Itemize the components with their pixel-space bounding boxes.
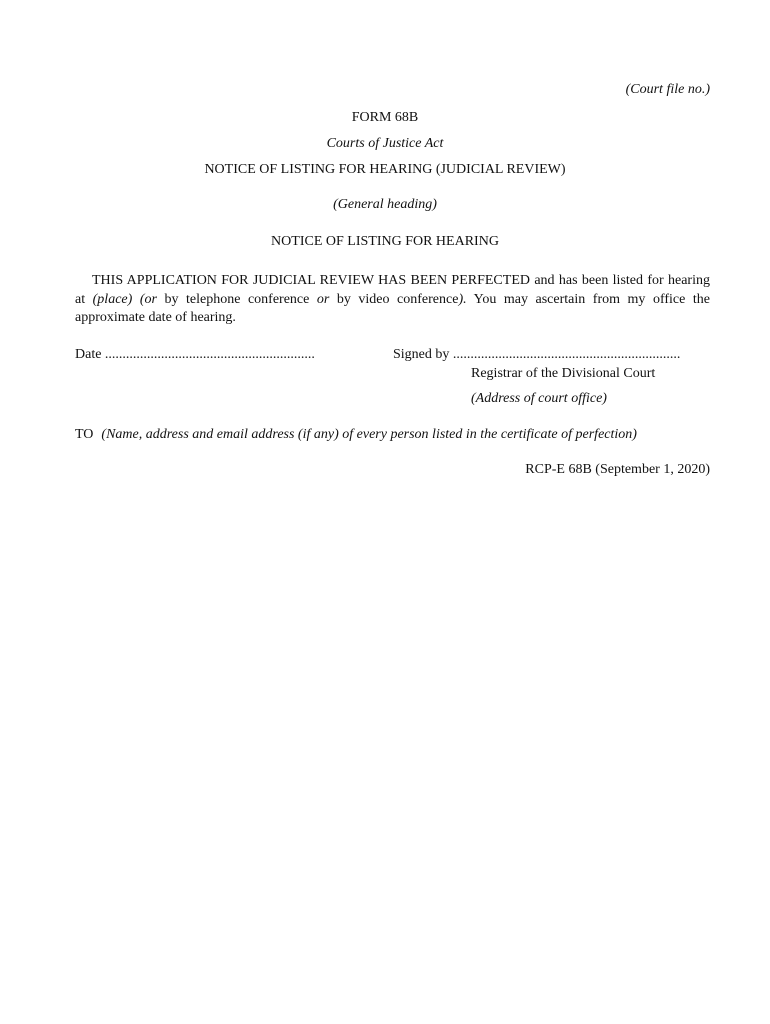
general-heading: (General heading) bbox=[333, 197, 437, 212]
body-text: by telephone conference bbox=[156, 291, 317, 307]
signature-field: Signed by ................................................................. bbox=[393, 347, 681, 362]
form-reference: RCP-E 68B (September 1, 2020) bbox=[525, 462, 710, 477]
body-text: You may ascertain from my office the approximate date of hearing. bbox=[75, 291, 710, 325]
registrar-label: Registrar of the Divisional Court bbox=[471, 366, 656, 381]
recipient-description: (Name, address and email address (if any) of every person listed in the certificate of perfection) bbox=[101, 427, 637, 442]
notice-body-paragraph bbox=[75, 272, 710, 328]
body-close-paren: ). bbox=[458, 291, 467, 307]
form-title: NOTICE OF LISTING FOR HEARING (JUDICIAL REVIEW) bbox=[204, 162, 566, 177]
to-label: TO bbox=[75, 427, 94, 442]
body-text: and has been listed for hearing at bbox=[75, 273, 710, 307]
recipient-line bbox=[75, 427, 637, 443]
body-text: by video conference bbox=[329, 291, 459, 307]
act-name: Courts of Justice Act bbox=[326, 136, 444, 151]
court-address: (Address of court office) bbox=[471, 391, 607, 406]
date-field: Date ............................................................ bbox=[75, 347, 315, 362]
body-place: (place) (or bbox=[92, 291, 157, 307]
body-or: or bbox=[316, 291, 330, 307]
body-caps-lead: THIS APPLICATION FOR JUDICIAL REVIEW HAS BEEN PERFECTED bbox=[92, 273, 530, 288]
form-number: FORM 68B bbox=[351, 110, 419, 125]
notice-heading: NOTICE OF LISTING FOR HEARING bbox=[271, 234, 499, 249]
court-file-number: (Court file no.) bbox=[625, 82, 710, 97]
